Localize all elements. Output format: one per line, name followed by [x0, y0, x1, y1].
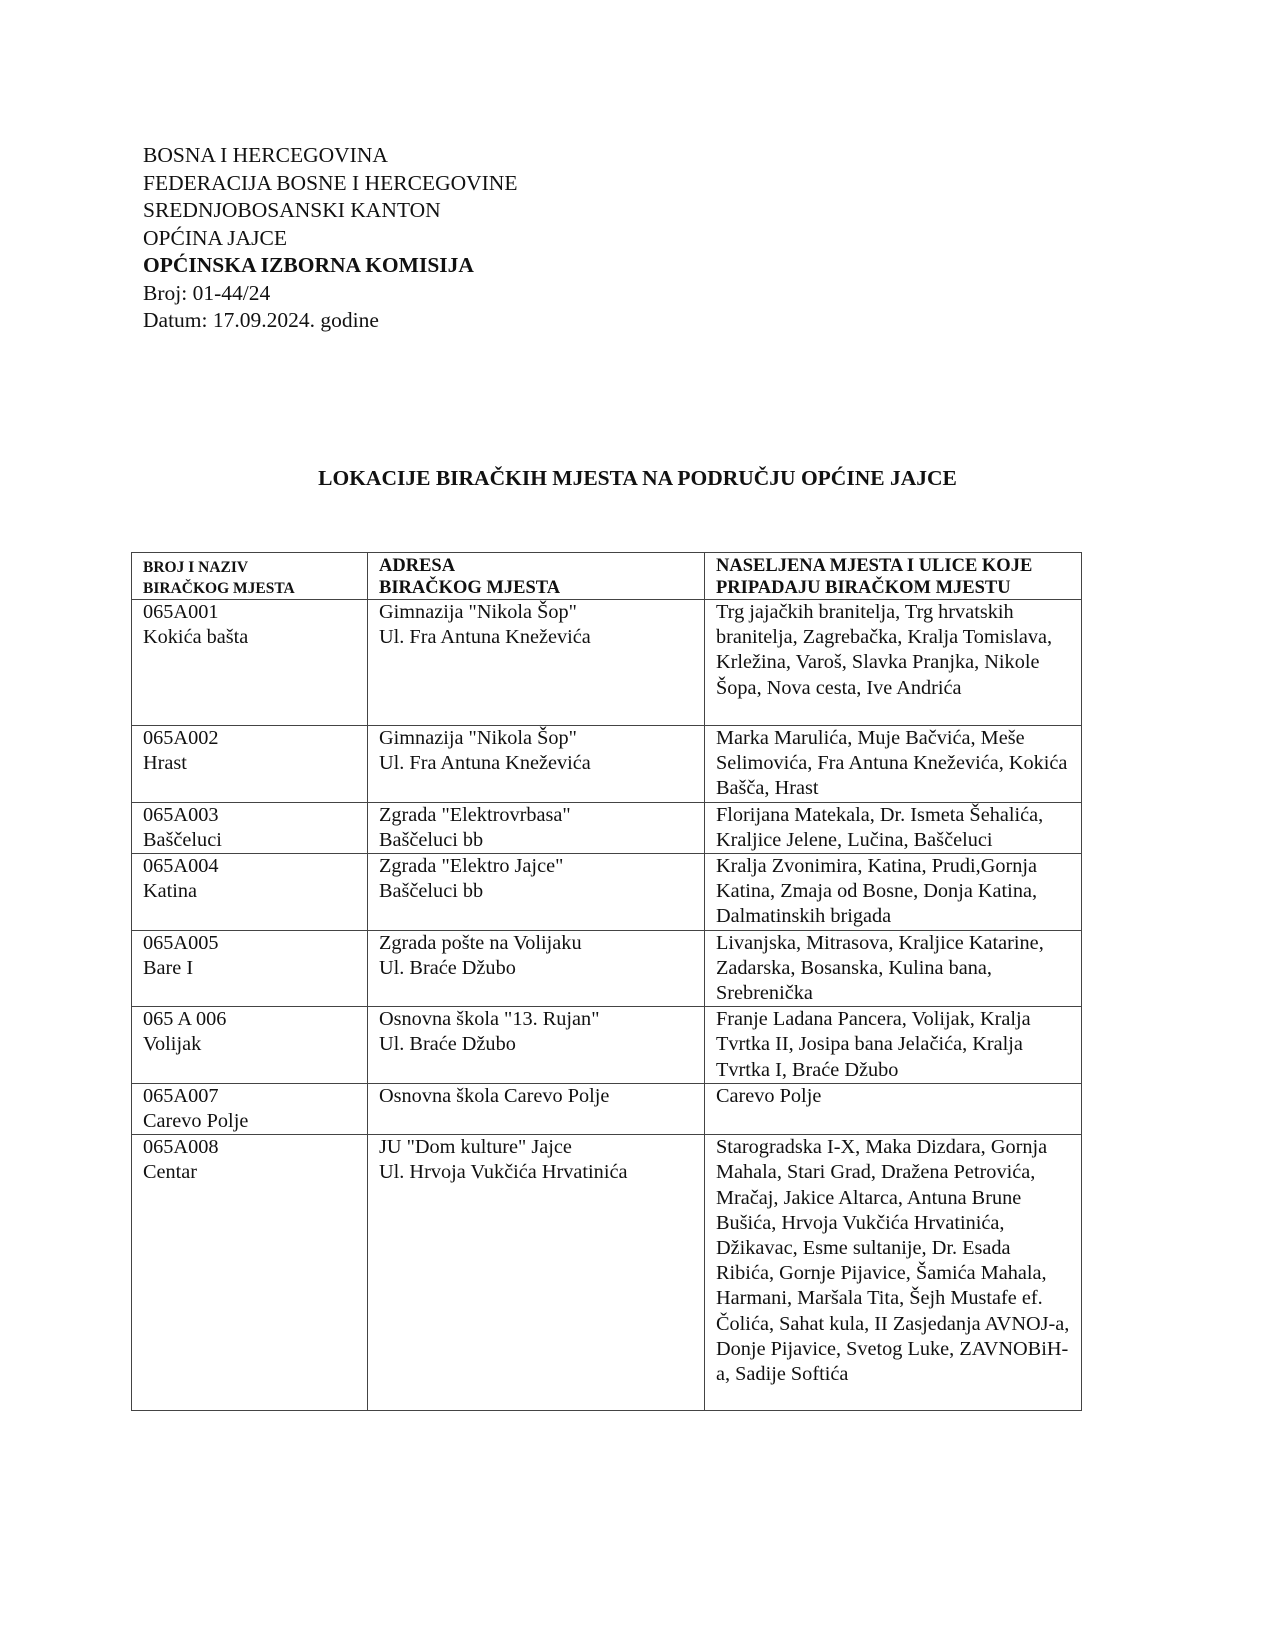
station-code: 065A004 [143, 855, 219, 878]
station-code: 065A007 [143, 1084, 219, 1107]
address-building: Gimnazija "Nikola Šop" [379, 601, 577, 623]
address-street: Ul. Braće Džubo [379, 956, 516, 979]
address-street: Ul. Braće Džubo [379, 1033, 516, 1056]
column-header-line: BROJ I NAZIV [143, 559, 249, 576]
station-name: Katina [143, 880, 198, 903]
address-cell [368, 600, 705, 726]
station-cell [132, 600, 368, 726]
header-commission: OPĆINSKA IZBORNA KOMISIJA [143, 253, 474, 277]
header-date: Datum: 17.09.2024. godine [143, 308, 379, 332]
address-building: Gimnazija "Nikola Šop" [379, 727, 577, 749]
station-cell [132, 1007, 368, 1084]
table-row [132, 854, 1082, 931]
address-cell [368, 930, 705, 1007]
table-row [132, 1135, 1082, 1411]
address-street: Ul. Fra Antuna Kneževića [379, 626, 591, 649]
address-building: Zgrada "Elektro Jajce" [379, 855, 564, 878]
streets-cell: Kralja Zvonimira, Katina, Prudi,Gornja Katina, Zmaja od Bosne, Donja Katina, Dalmatinskih brigada [705, 854, 1082, 931]
header-country: BOSNA I HERCEGOVINA [143, 143, 388, 167]
address-cell [368, 1083, 705, 1134]
streets-cell: Franje Ladana Pancera, Volijak, Kralja Tvrtka II, Josipa bana Jelačića, Kralja Tvrtka I, Braće Džubo [705, 1007, 1082, 1084]
address-street: Ul. Fra Antuna Kneževića [379, 752, 591, 775]
column-header-line: BIRAČKOG MJESTA [143, 580, 295, 597]
column-header-streets [705, 553, 1082, 600]
streets-cell: Marka Marulića, Muje Bačvića, Meše Selimovića, Fra Antuna Kneževića, Kokića Bašča, Hrast [705, 726, 1082, 803]
streets-cell: Florijana Matekala, Dr. Ismeta Šehalića, Kraljice Jelene, Lučina, Baščeluci [705, 802, 1082, 853]
station-name: Kokića bašta [143, 626, 249, 649]
streets-cell: Livanjska, Mitrasova, Kraljice Katarine, Zadarska, Bosanska, Kulina bana, Srebrenička [705, 930, 1082, 1007]
address-cell [368, 854, 705, 931]
table-row [132, 600, 1082, 726]
station-code: 065A008 [143, 1136, 219, 1159]
station-code: 065A003 [143, 803, 219, 826]
column-header-address [368, 553, 705, 600]
station-name: Volijak [143, 1033, 202, 1056]
polling-stations-table [131, 552, 1082, 1411]
header-canton: SREDNJOBOSANSKI KANTON [143, 198, 441, 222]
column-header-line: ADRESA [379, 556, 456, 576]
station-cell [132, 854, 368, 931]
station-cell [132, 930, 368, 1007]
table-row [132, 802, 1082, 853]
header-municipality: OPĆINA JAJCE [143, 225, 287, 250]
streets-cell: Starogradska I-X, Maka Dizdara, Gornja Mahala, Stari Grad, Dražena Petrovića, Mračaj, Jakice Altarca, Antuna Brune Bušića, Hrvoja Vukčića Hrvatinića, Džikavac, Esme sultanije, Dr. Esada Ribića, Gornje Pijavice, Šamića Mahala, Harmani, Maršala Tita, Šejh Mustafe ef. Čolića, Sahat kula, II Zasjedanja AVNOJ-a, Donje Pijavice, Svetog Luke, ZAVNOBiH-a, Sadije Softića [705, 1135, 1082, 1411]
table-row [132, 930, 1082, 1007]
address-street: Baščeluci bb [379, 828, 484, 851]
station-name: Carevo Polje [143, 1110, 249, 1133]
column-header-line: NASELJENA MJESTA I ULICE KOJE [716, 556, 1033, 576]
address-building: Osnovna škola "13. Rujan" [379, 1008, 600, 1031]
address-building: Zgrada pošte na Volijaku [379, 931, 582, 954]
station-name: Bare I [143, 956, 194, 979]
station-code: 065 A 006 [143, 1008, 227, 1031]
streets-cell: Trg jajačkih branitelja, Trg hrvatskih branitelja, Zagrebačka, Kralja Tomislava, Krležina, Varoš, Slavka Pranjka, Nikole Šopa, Nova cesta, Ive Andrića [705, 600, 1082, 726]
station-cell [132, 1083, 368, 1134]
station-name: Baščeluci [143, 828, 222, 851]
document-header [143, 142, 517, 335]
station-name: Hrast [143, 752, 187, 775]
column-header-line: PRIPADAJU BIRAČKOM MJESTU [716, 577, 1011, 598]
address-street: Baščeluci bb [379, 880, 484, 903]
column-header-line: BIRAČKOG MJESTA [379, 577, 561, 598]
streets-cell: Carevo Polje [705, 1083, 1082, 1134]
station-code: 065A001 [143, 601, 219, 623]
address-cell [368, 802, 705, 853]
address-cell [368, 726, 705, 803]
address-building: Osnovna škola Carevo Polje [379, 1084, 610, 1107]
address-street: Ul. Hrvoja Vukčića Hrvatinića [379, 1161, 628, 1184]
station-code: 065A005 [143, 931, 219, 954]
station-name: Centar [143, 1161, 198, 1184]
station-cell [132, 1135, 368, 1411]
station-cell [132, 726, 368, 803]
station-cell [132, 802, 368, 853]
document-title: LOKACIJE BIRAČKIH MJESTA NA PODRUČJU OPĆINE JAJCE [318, 466, 957, 490]
address-cell [368, 1135, 705, 1411]
table-row [132, 1007, 1082, 1084]
header-federation: FEDERACIJA BOSNE I HERCEGOVINE [143, 170, 518, 195]
table-row [132, 1083, 1082, 1134]
address-building: JU "Dom kulture" Jajce [379, 1136, 572, 1159]
station-code: 065A002 [143, 727, 219, 749]
table-row [132, 726, 1082, 803]
column-header-number-name [132, 553, 368, 600]
address-cell [368, 1007, 705, 1084]
table-header-row [132, 553, 1082, 600]
header-number: Broj: 01-44/24 [143, 280, 271, 305]
address-building: Zgrada "Elektrovrbasa" [379, 803, 571, 826]
